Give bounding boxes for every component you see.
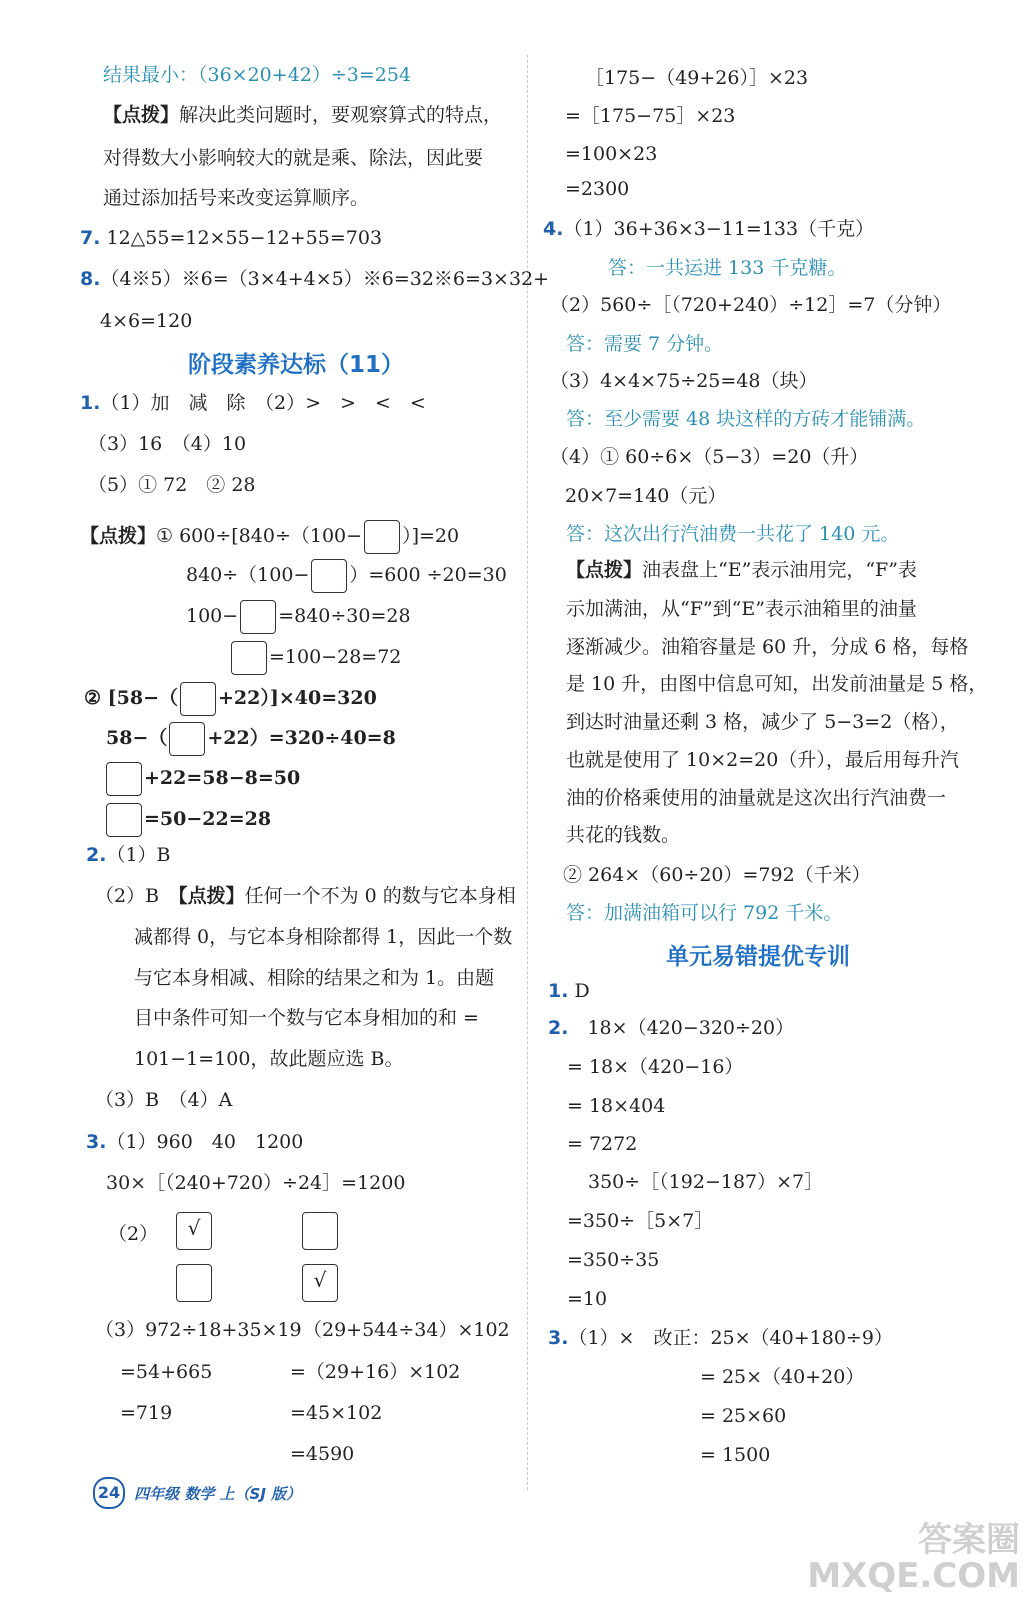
answer-8-line-2: 4×6=120 xyxy=(100,310,193,332)
r-calc-4: =2300 xyxy=(565,178,630,200)
s1-tip-line-6: 58−（ +22）=320÷40=8 xyxy=(106,722,396,756)
answer-4-reply-5: 答：加满油箱可以行 792 千米。 xyxy=(566,902,843,924)
min-result-line: 结果最小：（36×20+42）÷3=254 xyxy=(103,64,412,86)
s2-line-3: 减都得 0，与它本身相除都得 1，因此一个数 xyxy=(134,926,513,948)
unit-answer-3-line-3: = 25×60 xyxy=(700,1405,787,1427)
answer-7: 7. 12△55=12×55−12+55=703 xyxy=(80,227,383,249)
checked-box: √ xyxy=(302,1264,338,1302)
blank-box xyxy=(106,803,142,837)
unit-answer-1: 1. D xyxy=(548,980,590,1002)
s2-line-6: 101−1=100，故此题应选 B。 xyxy=(134,1048,404,1070)
answer-4-reply-3: 答：至少需要 48 块这样的方砖才能铺满。 xyxy=(566,408,926,430)
r-tip-line-1: 【点拨】油表盘上“E”表示油用完，“F”表 xyxy=(566,559,917,581)
s1-tip-line-2: 840÷（100− ）=600 ÷20=30 xyxy=(186,559,507,593)
answer-4-part-3: （3）4×4×75÷25=48（块） xyxy=(550,370,818,392)
s2-line-7: （3）B （4）A xyxy=(95,1089,233,1111)
unit-answer-2-line-6: =350÷［5×7］ xyxy=(567,1210,714,1232)
watermark xyxy=(807,1522,1020,1594)
unit-answer-2-line-4: = 7272 xyxy=(567,1133,638,1155)
answer-4-part-4-cost: 20×7=140（元） xyxy=(565,485,727,507)
page-footer xyxy=(93,1477,301,1509)
s1-tip-line-8: =50−22=28 xyxy=(104,803,271,837)
s3-calc-b-1: （29+544÷34）×102 xyxy=(303,1319,510,1341)
tip-tag: 【点拨】 xyxy=(103,104,180,126)
blank-box xyxy=(240,600,276,634)
s1-tip-line-5: ② [58−（ +22）]×40=320 xyxy=(84,682,377,716)
s3-line-1: 3.（1）960 40 1200 xyxy=(86,1131,304,1153)
answer-8-line-1: 8.（4※5）※6=（3×4+4×5）※6=32※6=3×32+ xyxy=(80,268,550,290)
s3-calc-b-4: =4590 xyxy=(290,1443,355,1465)
s1-line-1: 1.（1）加 减 除 （2）> > < < xyxy=(80,392,426,414)
blank-box xyxy=(180,682,216,716)
s1-tip-line-7: +22=58−8=50 xyxy=(104,762,300,796)
answer-4-part-4-distance: ② 264×（60÷20）=792（千米） xyxy=(563,864,871,886)
s2-line-4: 与它本身相减、相除的结果之和为 1。由题 xyxy=(134,967,495,989)
unit-answer-2-line-8: =10 xyxy=(567,1288,608,1310)
book-title: 四年级 数学 上（SJ 版） xyxy=(134,1485,302,1503)
s1-tip-line-4: =100−28=72 xyxy=(229,641,401,675)
s3-line-2: 30×［（240+720）÷24］=1200 xyxy=(106,1172,406,1194)
answer-4-reply-2: 答：需要 7 分钟。 xyxy=(566,333,724,355)
r-tip-line-6: 也就是使用了 10×2=20（升），最后用每升汽 xyxy=(566,749,959,771)
section-title-unit: 单元易错提优专训 xyxy=(666,944,850,970)
blank-box xyxy=(169,722,205,756)
s2-line-5: 目中条件可知一个数与它本身相加的和 = xyxy=(134,1007,479,1029)
answer-4-reply-4: 答：这次出行汽油费一共花了 140 元。 xyxy=(566,523,900,545)
tip-line-1: 【点拨】解决此类问题时，要观察算式的特点， xyxy=(103,104,503,126)
r-tip-line-3: 逐渐减少。油箱容量是 60 升，分成 6 格，每格 xyxy=(566,636,969,658)
s3-calc-b-2: =（29+16）×102 xyxy=(290,1361,461,1383)
checked-box: √ xyxy=(176,1212,212,1250)
s1-line-3: （5）① 72 ② 28 xyxy=(88,474,256,496)
answer-4-part-4: （4）① 60÷6×（5−3）=20（升） xyxy=(550,446,869,468)
s2-line-2: （2）B 【点拨】任何一个不为 0 的数与它本身相 xyxy=(95,885,516,907)
answer-4-reply-1: 答：一共运进 133 千克糖。 xyxy=(608,257,847,279)
r-calc-3: =100×23 xyxy=(565,143,658,165)
unit-answer-2-line-3: = 18×404 xyxy=(567,1095,666,1117)
s1-tip-line-1: 【点拨】① 600÷[840÷（100− ）]=20 xyxy=(80,520,459,554)
blank-box xyxy=(231,641,267,675)
unit-answer-2-line-1: 2. 18×（420−320÷20） xyxy=(548,1017,795,1039)
s3-calc-a-3: =719 xyxy=(120,1402,173,1424)
r-tip-line-2: 示加满油，从“F”到“E”表示油箱里的油量 xyxy=(566,598,917,620)
blank-box xyxy=(106,762,142,796)
s3-calc-b-3: =45×102 xyxy=(290,1402,383,1424)
s2-line-1: 2.（1）B xyxy=(86,844,171,866)
empty-box xyxy=(176,1264,212,1302)
watermark-url: MXQE.COM xyxy=(807,1556,1020,1596)
watermark-title: 答案圈 xyxy=(918,1520,1020,1560)
unit-answer-3-line-4: = 1500 xyxy=(700,1444,771,1466)
s1-tip-line-3: 100− =840÷30=28 xyxy=(186,600,411,634)
s3-calc-a-1: （3）972÷18+35×19 xyxy=(95,1319,302,1341)
r-calc-1: ［175−（49+26）］×23 xyxy=(585,67,809,89)
answer-4-part-1: 4.（1）36+36×3−11=133（千克） xyxy=(543,218,875,240)
unit-answer-3-line-2: = 25×（40+20） xyxy=(700,1366,865,1388)
empty-box xyxy=(302,1212,338,1250)
s3-part-2-label: （2） xyxy=(108,1223,159,1245)
answer-4-part-2: （2）560÷［（720+240）÷12］=7（分钟） xyxy=(550,294,952,316)
r-tip-line-5: 到达时油量还剩 3 格，减少了 5−3=2（格）， xyxy=(566,711,959,733)
unit-answer-2-line-2: = 18×（420−16） xyxy=(567,1056,744,1078)
r-tip-line-8: 共花的钱数。 xyxy=(566,824,681,846)
blank-box xyxy=(364,520,400,554)
tip-line-2: 对得数大小影响较大的就是乘、除法，因此要 xyxy=(103,147,484,169)
r-calc-2: =［175−75］×23 xyxy=(565,105,736,127)
r-tip-line-4: 是 10 升，由图中信息可知，出发前油量是 5 格， xyxy=(566,673,988,695)
blank-box xyxy=(311,559,347,593)
unit-answer-2-line-5: 350÷［（192−187）×7］ xyxy=(588,1171,824,1193)
unit-answer-2-line-7: =350÷35 xyxy=(567,1249,660,1271)
r-tip-line-7: 油的价格乘使用的油量就是这次出行汽油费一 xyxy=(566,787,947,809)
s1-line-2: （3）16 （4）10 xyxy=(88,433,247,455)
page-number: 24 xyxy=(93,1477,125,1509)
section-title-stage: 阶段素养达标（11） xyxy=(188,352,405,378)
s3-calc-a-2: =54+665 xyxy=(120,1361,213,1383)
unit-answer-3-line-1: 3.（1）× 改正：25×（40+180÷9） xyxy=(548,1327,893,1349)
tip-line-3: 通过添加括号来改变运算顺序。 xyxy=(103,187,370,209)
